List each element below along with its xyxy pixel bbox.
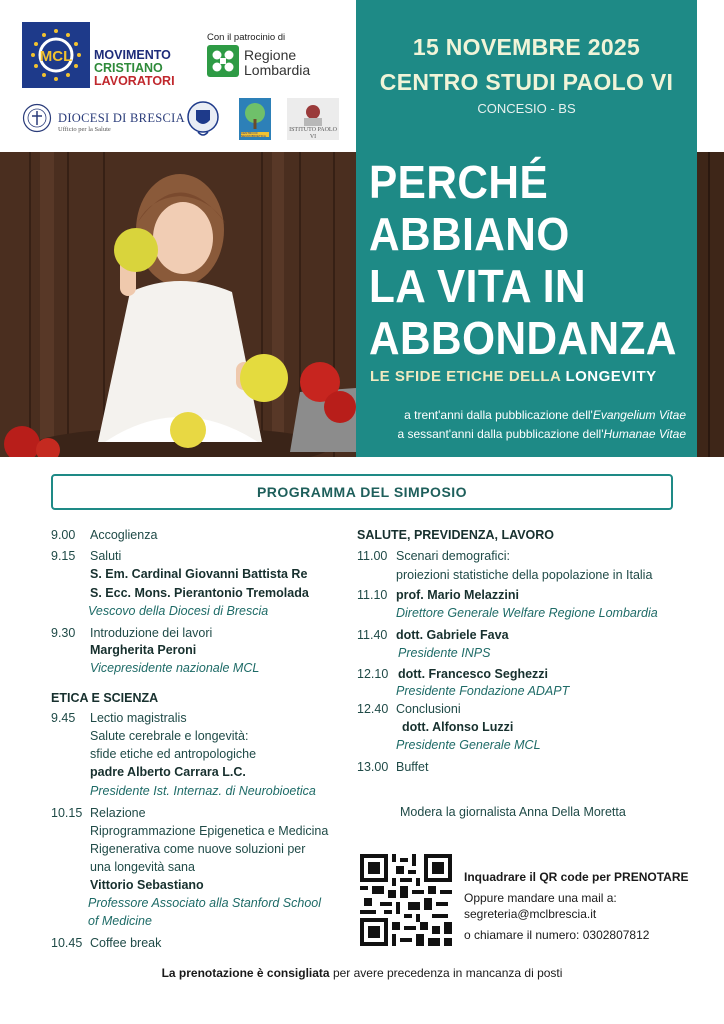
item-lectio: Lectio magistralis — [90, 711, 187, 725]
role-melazzini: Direttore Generale Welfare Regione Lombardia — [396, 606, 658, 620]
anniv1-title: Evangelium Vitae — [592, 408, 686, 422]
mcl-name — [94, 49, 175, 88]
event-subtitle — [370, 368, 657, 385]
item-scenari: Scenari demografici: — [396, 549, 510, 563]
anniv2-prefix: a sessant'anni dalla pubblicazione dell' — [397, 427, 604, 441]
lectio-title-2: sfide etiche ed antropologiche — [90, 747, 257, 761]
role-vescovo: Vescovo della Diocesi di Brescia — [88, 604, 269, 618]
title-line-4: ABBONDANZA — [369, 312, 677, 364]
relazione-title-3: una longevità sana — [90, 860, 195, 874]
diocesi-seal-icon — [22, 103, 52, 133]
booking-note — [0, 966, 724, 980]
item-introduzione: Introduzione dei lavori — [90, 626, 213, 640]
time-11-10: 11.10 — [357, 588, 388, 602]
program-heading: PROGRAMMA DEL SIMPOSIO — [256, 484, 468, 500]
istituto-paolo-vi-logo — [287, 98, 339, 140]
hero-photo — [0, 152, 356, 457]
subtitle-main: LE SFIDE ETICHE DELLA — [370, 368, 566, 385]
role-sebastiano-2: of Medicine — [88, 914, 152, 928]
regione-line2: Lombardia — [244, 62, 311, 78]
booking-note-bold: La prenotazione è consigliata — [161, 966, 330, 980]
speaker-peroni: Margherita Peroni — [90, 643, 197, 657]
time-13-00: 13.00 — [357, 760, 389, 774]
anniversary-line-1 — [356, 408, 686, 422]
mcl-line3: LAVORATORI — [94, 74, 175, 88]
item-conclusioni: Conclusioni — [396, 702, 461, 716]
title-line-2: ABBIANO — [369, 208, 570, 260]
wood-texture — [697, 152, 724, 457]
time-11-40: 11.40 — [357, 628, 388, 642]
item-saluti: Saluti — [90, 549, 122, 563]
item-accoglienza: Accoglienza — [90, 528, 158, 542]
speaker-melazzini: prof. Mario Melazzini — [396, 588, 519, 602]
anniv1-prefix: a trent'anni dalla pubblicazione dell' — [404, 408, 593, 422]
subtitle-highlight: LONGEVITY — [565, 368, 657, 385]
role-seghezzi: Presidente Fondazione ADAPT — [396, 684, 570, 698]
event-title — [369, 156, 677, 364]
event-venue: CENTRO STUDI PAOLO VI — [379, 69, 674, 95]
time-12-40: 12.40 — [357, 702, 389, 716]
role-luzzi: Presidente Generale MCL — [396, 738, 541, 752]
speaker-tremolada: S. Ecc. Mons. Pierantonio Tremolada — [90, 586, 309, 600]
item-buffet: Buffet — [396, 760, 429, 774]
anniversary-line-2 — [356, 427, 686, 441]
patrocinio-label: Con il patrocinio di — [207, 32, 286, 43]
speaker-re: S. Em. Cardinal Giovanni Battista Re — [90, 567, 308, 581]
anniv2-title: Humanae Vitae — [603, 427, 686, 441]
neurobioetica-logo — [239, 98, 271, 140]
title-line-3: LA VITA IN — [369, 260, 586, 312]
speaker-seghezzi: dott. Francesco Seghezzi — [398, 667, 549, 681]
diocesi-name: DIOCESI DI BRESCIA — [58, 111, 185, 125]
section-etica-scienza: ETICA E SCIENZA — [51, 691, 159, 705]
time-11-00: 11.00 — [357, 549, 388, 563]
edge-strip — [697, 0, 724, 152]
time-12-10: 12.10 — [357, 667, 389, 681]
role-peroni: Vicepresidente nazionale MCL — [90, 661, 260, 675]
role-carrara: Presidente Ist. Internaz. di Neurobioetica — [90, 784, 316, 798]
email-link[interactable]: segreteria@mclbrescia.it — [464, 907, 597, 921]
svg-text:MCL: MCL — [39, 48, 73, 65]
mail-instruction: Oppure mandare una mail a: — [464, 891, 617, 905]
header-logos — [0, 0, 356, 152]
girl-with-apples-illustration — [0, 152, 356, 457]
crest-icon — [186, 98, 220, 140]
phone-instruction: o chiamare il numero: 0302807812 — [464, 928, 650, 942]
role-fava: Presidente INPS — [398, 646, 491, 660]
hero-photo-edge — [697, 152, 724, 457]
role-sebastiano-1: Professore Associato alla Stanford School — [88, 896, 321, 910]
speaker-fava: dott. Gabriele Fava — [396, 628, 509, 642]
mcl-logo — [22, 22, 90, 88]
moderator-note: Modera la giornalista Anna Della Moretta — [400, 805, 626, 819]
title-line-1: PERCHÉ — [369, 156, 549, 208]
time-10-15: 10.15 — [51, 806, 83, 820]
time-9-00: 9.00 — [51, 528, 76, 542]
time-9-45: 9.45 — [51, 711, 76, 725]
regione-line1: Regione — [244, 47, 297, 63]
speaker-carrara: padre Alberto Carrara L.C. — [90, 765, 246, 779]
mcl-line2: CRISTIANO — [94, 61, 163, 75]
section-salute-previdenza: SALUTE, PREVIDENZA, LAVORO — [357, 528, 555, 542]
event-place: CONCESIO - BS — [477, 101, 576, 116]
relazione-title-1: Riprogrammazione Epigenetica e Medicina — [90, 824, 329, 838]
time-10-45: 10.45 — [51, 936, 83, 950]
qr-code-icon[interactable] — [360, 854, 452, 946]
time-9-30: 9.30 — [51, 626, 76, 640]
booking-note-rest: per avere precedenza in mancanza di posti — [329, 966, 563, 980]
scenari-sub: proiezioni statistiche della popolazione in Italia — [396, 568, 653, 582]
relazione-title-2: Rigenerativa come nuove soluzioni per — [90, 842, 306, 856]
lectio-title-1: Salute cerebrale e longevità: — [90, 729, 249, 743]
qr-instruction: Inquadrare il QR code per PRENOTARE — [464, 870, 689, 884]
event-date: 15 NOVEMBRE 2025 — [412, 34, 641, 60]
item-coffee-break: Coffee break — [90, 936, 162, 950]
neurobioetica-label: CENTRO DI NEUROBIOETICA — [241, 132, 266, 138]
time-9-15: 9.15 — [51, 549, 76, 563]
diocesi-sub: Ufficio per la Salute — [58, 126, 111, 133]
regione-lombardia-rose-icon — [207, 45, 239, 77]
item-relazione: Relazione — [90, 806, 146, 820]
ipvi-label: ISTITUTO PAOLO VI — [289, 127, 337, 140]
speaker-sebastiano: Vittorio Sebastiano — [90, 878, 204, 892]
program-heading-box — [51, 474, 673, 510]
mcl-line1: MOVIMENTO — [94, 48, 171, 62]
speaker-luzzi: dott. Alfonso Luzzi — [402, 720, 514, 734]
regione-lombardia-name — [244, 48, 310, 78]
